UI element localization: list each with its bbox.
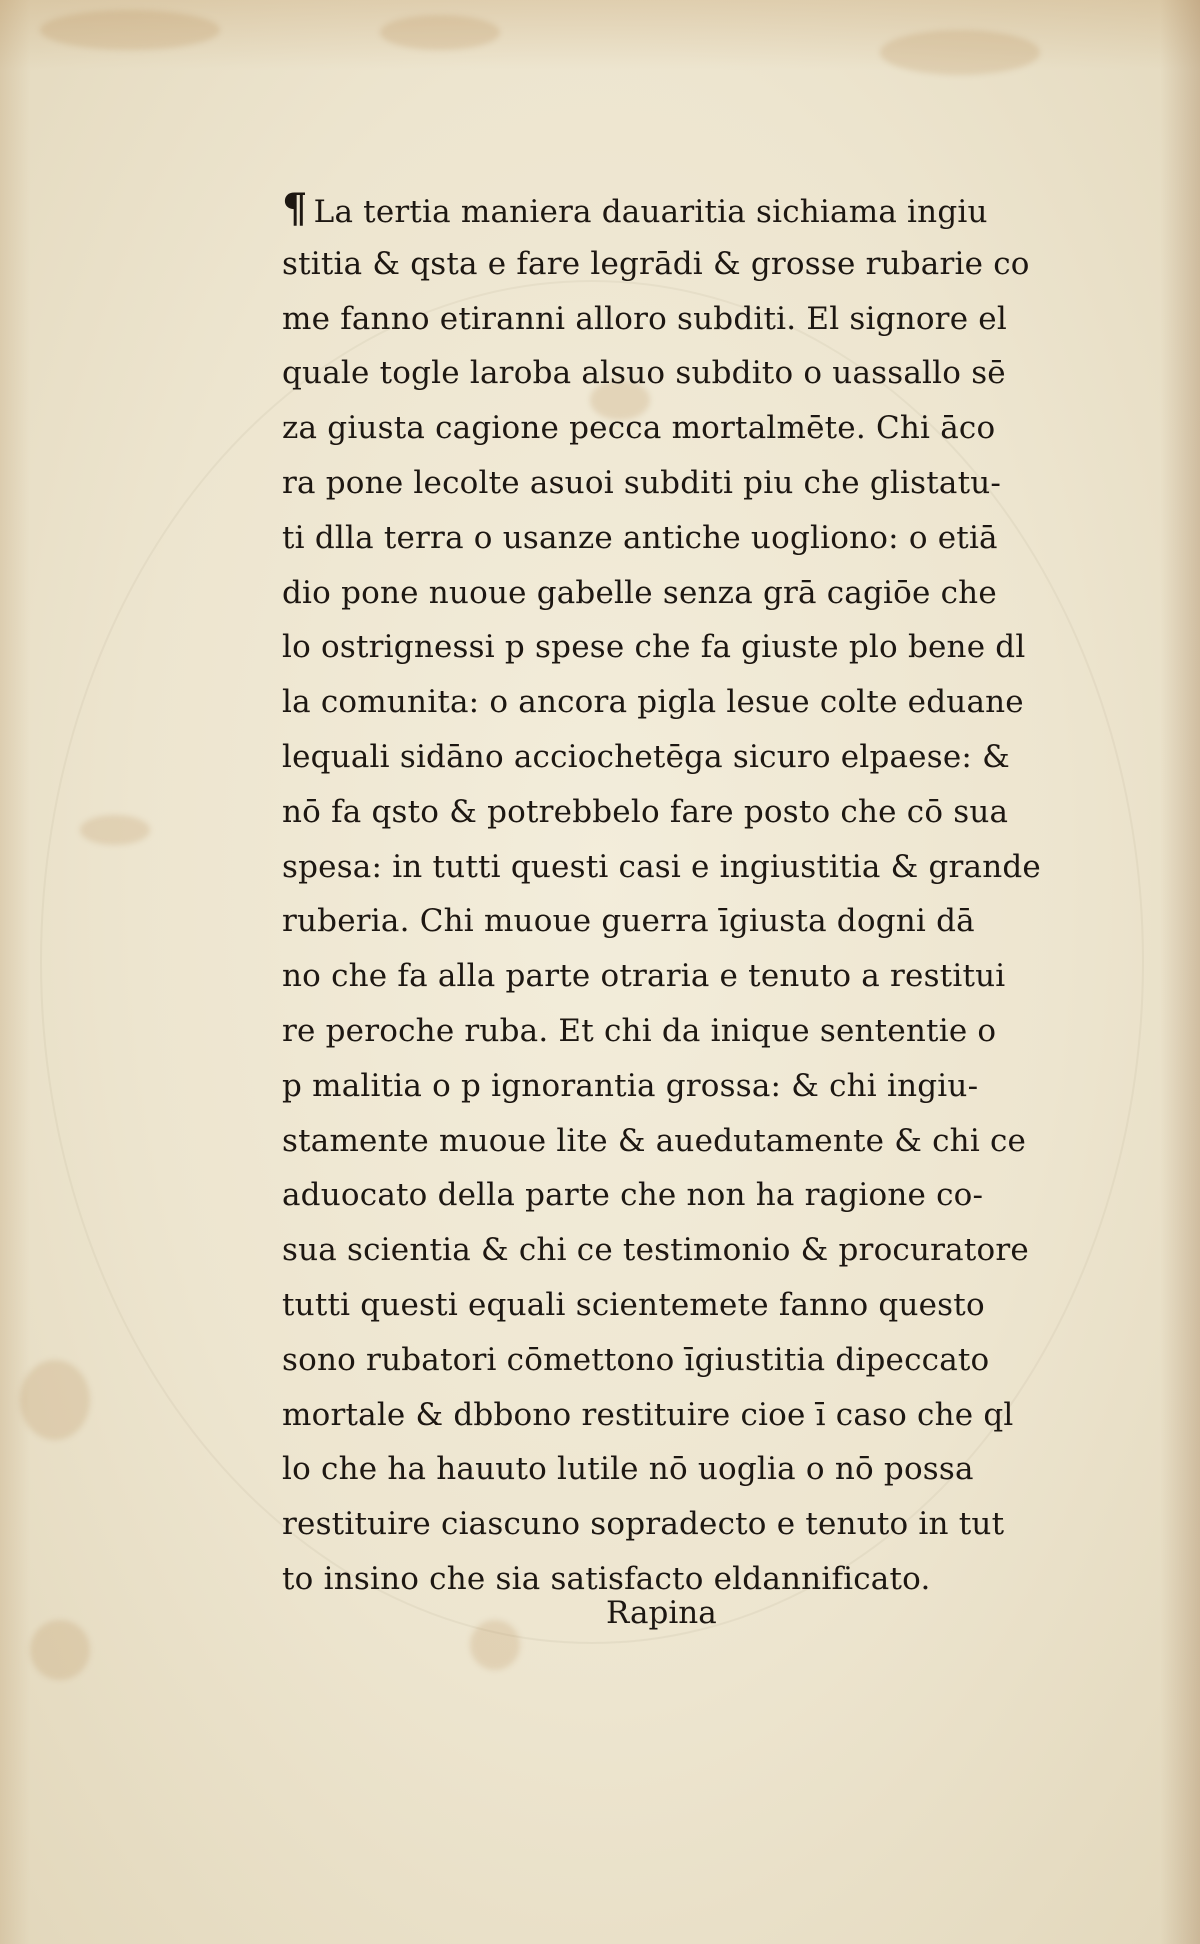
text-line-12: nō fa qsto & potrebbelo fare posto che cō sua	[282, 793, 1009, 830]
text-line-26: to insino che sia satisfacto eldannificato.	[282, 1560, 931, 1597]
text-line-4: quale togle laroba alsuo subdito o uassallo sē	[282, 355, 1006, 392]
text-line-13: spesa: in tutti questi casi e ingiustitia & grande	[282, 848, 1041, 885]
text-line-23: mortale & dbbono restituire cioe ī caso che ql	[282, 1396, 1014, 1433]
text-line-18: stamente muoue lite & auedutamente & chi ce	[282, 1122, 1027, 1159]
text-line-2: stitia & qsta e fare legrādi & grosse rubarie co	[282, 245, 1030, 282]
text-line-15: no che fa alla parte otraria e tenuto a restitui	[282, 958, 1006, 995]
text-line-1: ¶ La tertia maniera dauaritia sichiama ingiu	[282, 185, 988, 232]
stain-left-mid	[80, 815, 150, 845]
stain-bottom-mid	[470, 1620, 520, 1670]
text-line-24: lo che ha hauuto lutile nō uoglia o nō possa	[282, 1451, 974, 1488]
text-line-20: sua scientia & chi ce testimonio & procuratore	[282, 1232, 1029, 1269]
text-line-11: lequali sidāno acciochetēga sicuro elpaese: &	[282, 738, 1010, 775]
text-line-17: p malitia o p ignorantia grossa: & chi ingiu-	[282, 1067, 979, 1104]
stain-top-right	[880, 30, 1040, 75]
page-edge-right	[1160, 0, 1200, 1944]
text-line-10: la comunita: o ancora pigla lesue colte eduane	[282, 684, 1024, 721]
text-line-9: lo ostrignessi p spese che fa giuste plo bene dl	[282, 629, 1026, 666]
text-line-7: ti dlla terra o usanze antiche uogliono: o etiā	[282, 519, 998, 556]
text-line-19: aduocato della parte che non ha ragione co-	[282, 1177, 984, 1214]
text-line-6: ra pone lecolte asuoi subditi piu che glistatu-	[282, 464, 1002, 501]
text-line-22: sono rubatori cōmettono īgiustitia dipeccato	[282, 1341, 990, 1378]
text-line-21: tutti questi equali scientemete fanno questo	[282, 1286, 985, 1323]
stain-left-low	[20, 1360, 90, 1440]
text-line-8: dio pone nuoue gabelle senza grā cagiōe che	[282, 574, 997, 611]
text-line-25: restituire ciascuno sopradecto e tenuto in tut	[282, 1506, 1005, 1543]
text-line-16: re peroche ruba. Et chi da inique sententie o	[282, 1012, 997, 1049]
stain-top-left	[40, 10, 220, 50]
text-line-3: me fanno etiranni alloro subditi. El signore el	[282, 300, 1007, 337]
stain-left-bottom	[30, 1620, 90, 1680]
pilcrow-mark: ¶	[282, 185, 308, 232]
text-line-5: za giusta cagione pecca mortalmēte. Chi āco	[282, 410, 996, 447]
body-text	[282, 182, 1132, 1607]
page-edge-left	[0, 0, 30, 1944]
catchword: Rapina	[606, 1595, 717, 1631]
text-line-14: ruberia. Chi muoue guerra īgiusta dogni dā	[282, 903, 975, 940]
stain-top-mid	[380, 15, 500, 50]
